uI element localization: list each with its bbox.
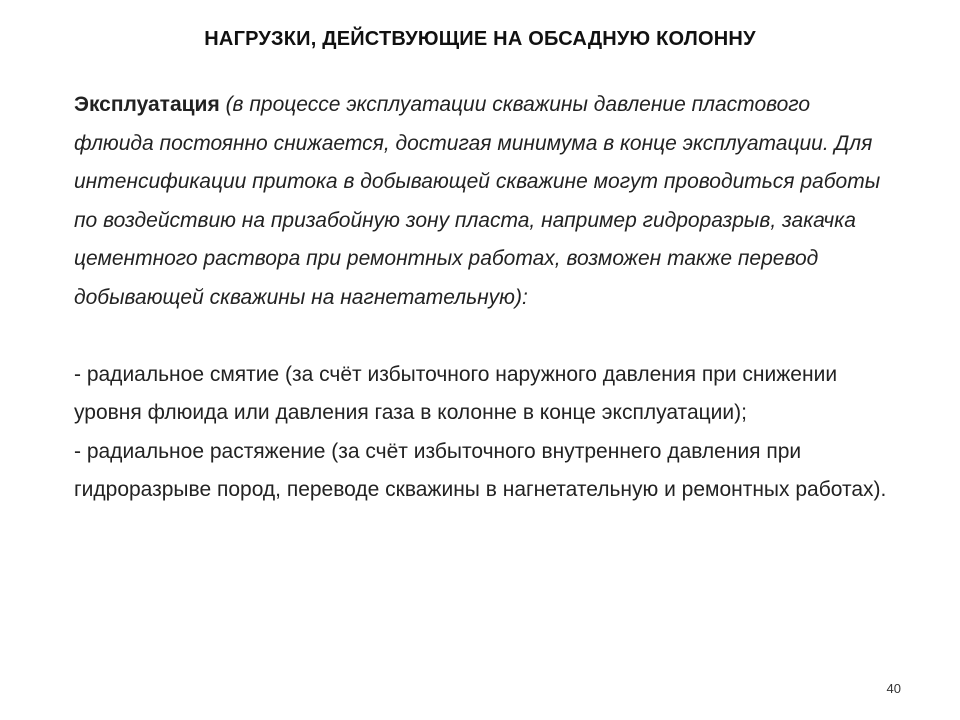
slide-body [74, 86, 894, 510]
intro-paragraph [74, 86, 894, 317]
intro-description: (в процессе эксплуатации скважины давление пластового флюида постоянно снижается, достигая минимума в конце эксплуатации. Для интенсификации притока в добывающей скважине могут проводиться работы по воздействию на призабойную зону пласта, например гидроразрыв, закачка цементного раствора при ремонтных работах, возможен также перевод добывающей скважины на нагнетательную): [74, 93, 881, 309]
paragraph-spacer [74, 317, 894, 356]
intro-term: Эксплуатация [74, 93, 220, 116]
page-number: 40 [886, 681, 901, 696]
list-item: - радиальное смятие (за счёт избыточного наружного давления при снижении уровня флюида или давления газа в колонне в конце эксплуатации); [74, 362, 838, 424]
list-item: - радиальное растяжение (за счёт избыточного внутреннего давления при гидроразрыве пород, переводе скважины в нагнетательную и ремонтных работах). [74, 439, 887, 501]
slide-title: НАГРУЗКИ, ДЕЙСТВУЮЩИЕ НА ОБСАДНУЮ КОЛОННУ [204, 28, 756, 50]
